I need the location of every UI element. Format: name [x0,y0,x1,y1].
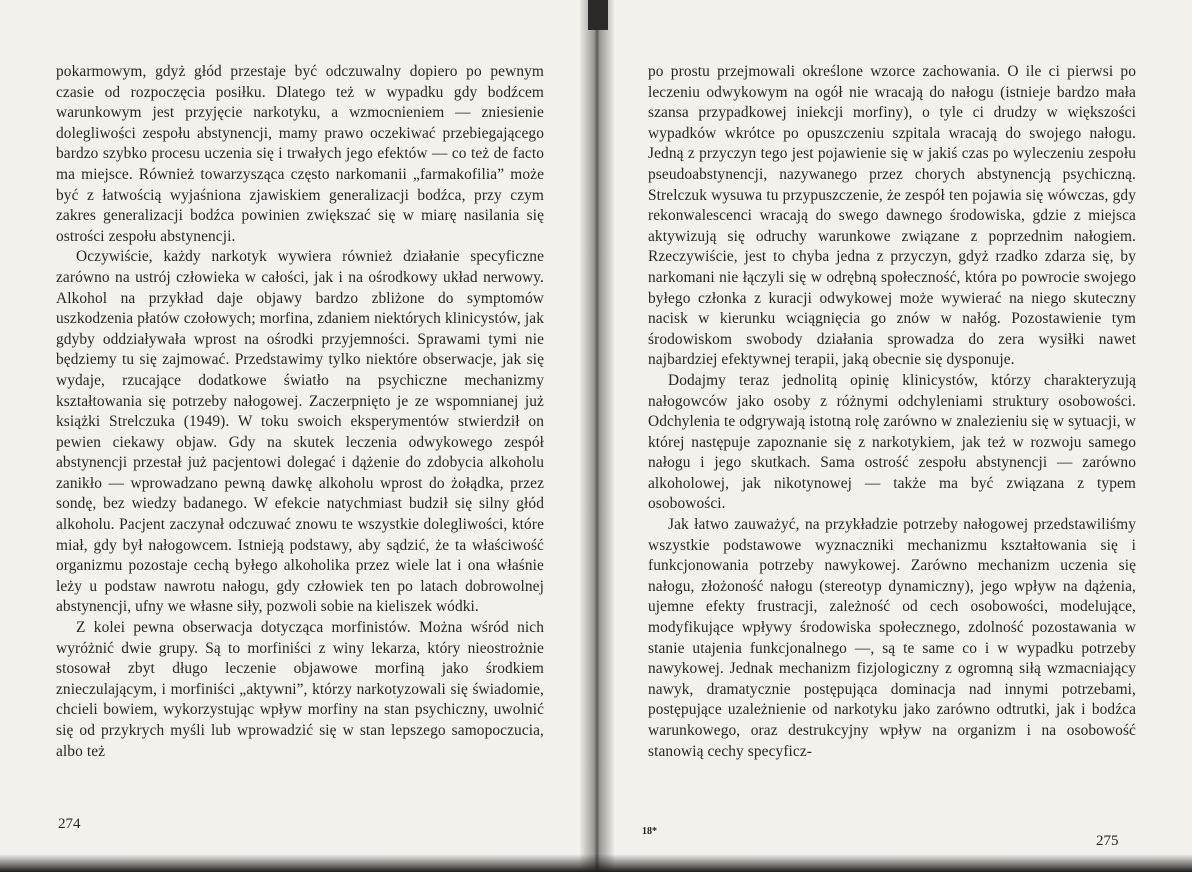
left-page-text [56,62,544,762]
left-paragraph-2: Oczywiście, każdy narkotyk wywiera również działanie specyficzne zarówno na ustrój człowieka w całości, jak i na ośrodkowy układ nerwowy. Alkohol na przykład daje objawy bardzo zbliżone do symptomów uszkodzenia płatów czołowych; morfina, zdaniem niektórych klinicystów, jak gdyby oddziaływała wprost na ośrodki przyjemności. Sprawami tymi nie będziemy tu się zajmować. Przedstawimy tylko niektóre obserwacje, jak się wydaje, rzucające dodatkowe światło na psychiczne mechanizmy kształtowania się potrzeby nałogowej. Zaczerpnięto je ze wspomnianej już książki Strelczuka (1949). W toku swoich eksperymentów stwierdził on pewien ciekawy objaw. Gdy na skutek leczenia odwykowego zespół abstynencji przestał już pacjentowi dolegać i dążenie do zdobycia alkoholu zanikło — wprowadzano pewną dawkę alkoholu wprost do żołądka, przez sondę, bez wiedzy badanego. W efekcie natychmiast budził się silny głód alkoholu. Pacjent zaczynał odczuwać znowu te wszystkie dolegliwości, które miał, gdy był nałogowcem. Istnieją podstawy, aby sądzić, że ta właściwość organizmu pozostaje cechą byłego alkoholika przez wiele lat i ona właśnie leży u podstaw nawrotu nałogu, gdy człowiek ten po latach dobrowolnej abstynencji, ufny we własne siły, pozwoli sobie na kieliszek wódki. [56,248,544,616]
book-gutter [580,0,614,872]
right-paragraph-1: po prostu przejmowali określone wzorce zachowania. O ile ci pierwsi po leczeniu odwykowym na ogół nie wracają do nałogu (istnieje bardzo mała szansa przypadkowej iniekcji morfiny), o tyle ci drudzy w większości wypadków wkrótce po opuszczeniu szpitala wracają do swojego nałogu. Jedną z przyczyn tego jest pojawienie się w jakiś czas po wyleczeniu zespołu pseudoabstynencji, nazywanego przez chorych abstynencją psychiczną. Strelczuk wysuwa tu przypuszczenie, że zespół ten pojawia się wówczas, gdy rekonwalescenci wracają do swego dawnego środowiska, gdzie z miejsca aktywizują się odruchy warunkowe związane z poprzednim nałogiem. Rzeczywiście, jest to chyba jedna z przyczyn, gdyż rzadko zdarza się, by narkomani nie łączyli się w odrębną społeczność, która po powrocie swojego byłego członka z kuracji odwykowej może wywierać na niego skuteczny nacisk w kierunku wciągnięcia go znów w nałóg. Pozostawienie tym środowiskom swobody działania sprowadza do zera wysiłki nawet najbardziej efektywnej terapii, jaką obecnie się dysponuje. [648,63,1136,369]
right-page-text [648,62,1136,762]
right-paragraph-3: Jak łatwo zauważyć, na przykładzie potrzeby nałogowej przedstawiliśmy wszystkie podstawowe wyznaczniki mechanizmu kształtowania się i funkcjonowania potrzeby nawykowej. Zarówno mechanizm uczenia się nałogu, złożoność nałogu (stereotyp dynamiczny), jego wpływ na dążenia, ujemne efekty frustracji, zależność od cech osobowości, modelujące, modyfikujące wpływy środowiska społecznego, zdolność pozostawania w stanie utajenia funkcjonalnego —, są te same co i w wypadku potrzeby nawykowej. Jednak mechanizm fizjologiczny z ogromną siłą wzmacniający nawyk, dramatycznie postępująca dominacja nad innymi potrzebami, postępujące uzależnienie od narkotyku jako zarówno odtrutki, jak i bodźca warunkowego, oraz destrukcyjny wpływ na organizm i na osobowość stanowią cechy specyficz- [648,516,1136,760]
left-paragraph-1: pokarmowym, gdyż głód przestaje być odczuwalny dopiero po pewnym czasie od rozpoczęcia posiłku. Dlatego też w wypadku gdy bodźcem warunkowym jest przyjęcie narkotyku, a wzmocnieniem — zniesienie dolegliwości zespołu abstynencji, mamy prawo oczekiwać przebiegającego bardzo szybko procesu uczenia się i trwałych jego efektów — co też de facto ma miejsce. Również towarzysząca często narkomanii „farmakofilia” może być z łatwością wyjaśniona zjawiskiem generalizacji bodźca, przy czym zakres generalizacji bodźca powinien zwiększać się w miarę nasilania się ostrości zespołu abstynencji. [56,63,544,245]
left-paragraph-3: Z kolei pewna obserwacja dotycząca morfinistów. Można wśród nich wyróżnić dwie grupy. Są to morfiniści z winy lekarza, który nieostrożnie stosował zbyt długo leczenie objawowe morfiną jako środkiem znieczulającym, i morfiniści „aktywni”, którzy narkotyzowali się świadomie, chcieli bowiem, wykorzystując wpływ morfiny na stan psychiczny, uwolnić się od przykrych myśli lub wprowadzić się w stan lepszego samopoczucia, albo też [56,619,544,760]
signature-mark: 18* [642,826,657,837]
gutter-shadow [588,0,608,30]
left-page-number: 274 [58,816,81,832]
left-page [0,0,592,872]
right-paragraph-2: Dodajmy teraz jednolitą opinię klinicystów, którzy charakteryzują nałogowców jako osoby z różnymi odchyleniami struktury osobowości. Odchylenia te odgrywają istotną rolę zarówno w znalezieniu się w sytuacji, w której następuje zapoznanie się z narkotykiem, jak też w rozwoju samego nałogu i jego skutkach. Sama ostrość zespołu abstynencji — zarówno alkoholowej, jak nikotynowej — także ma być związana z typem osobowości. [648,371,1136,513]
right-page-number: 275 [1096,833,1119,849]
bottom-edge-shadow [0,854,1192,872]
